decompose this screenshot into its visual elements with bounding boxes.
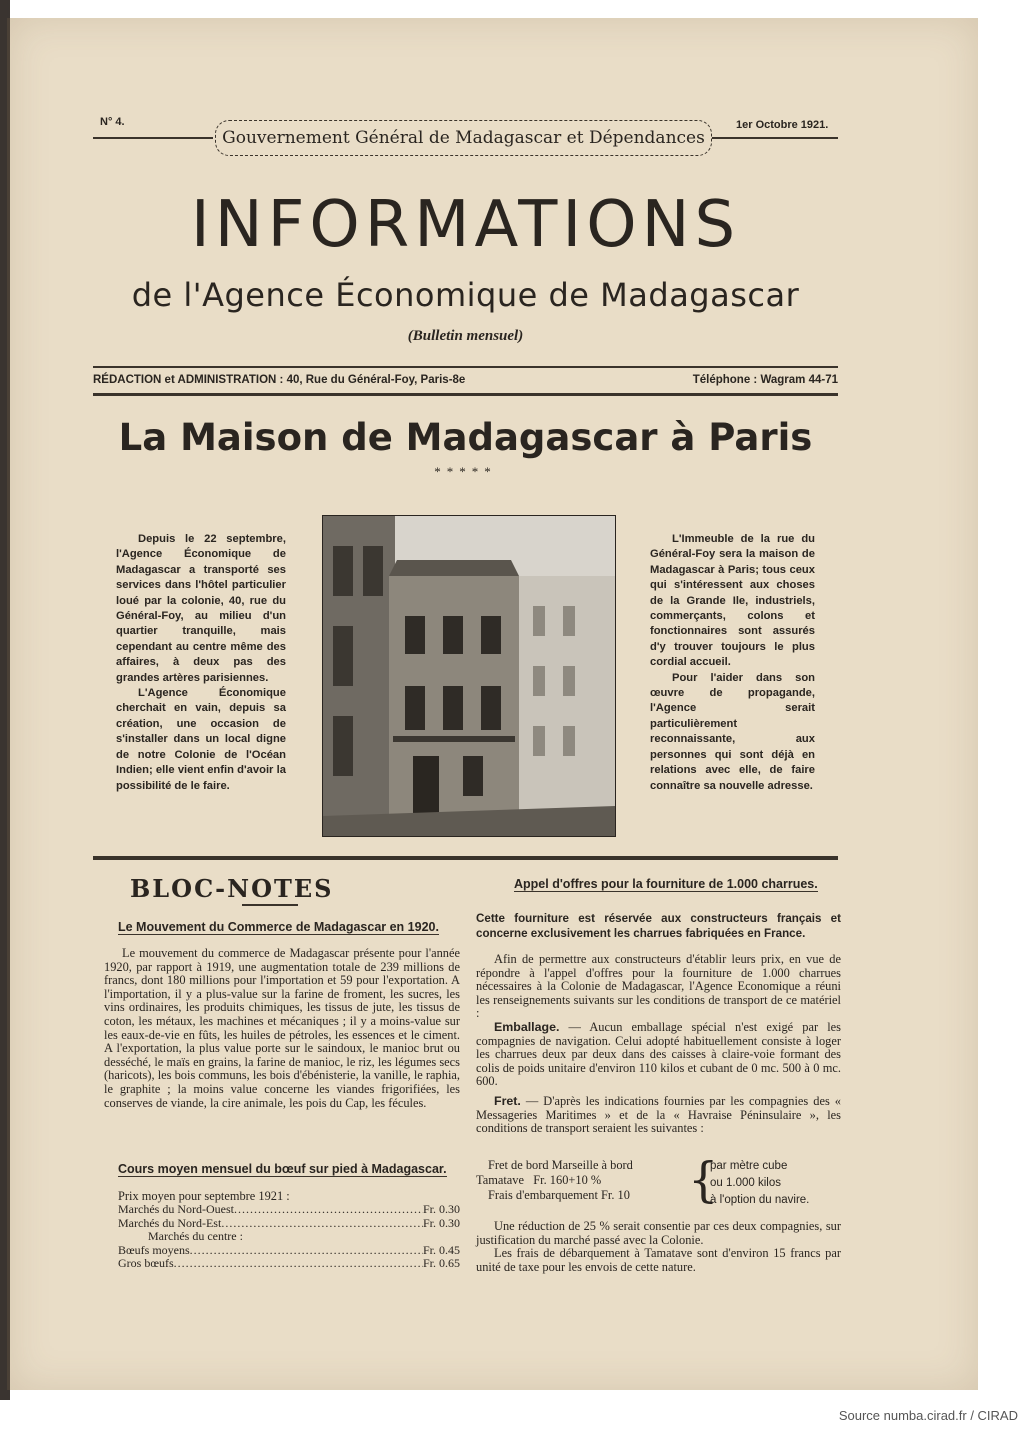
tender-paragraph: Afin de permettre aux constructeurs d'établir leurs prix, en vue de répondre à l'appel d'offres pour la fourniture de 1.000 charrues nécessaires à la Colonie de Madagascar, l'Agence Economique a réuni les renseignements suivants sur les conditions de transport de ce matériel : [476,952,841,1021]
fret-brace: { [688,1152,719,1208]
headline-ornament: ***** [434,464,497,479]
address-rule-bottom [93,393,838,396]
fret-label: Fret. [494,1093,521,1108]
commerce-article [104,947,460,1110]
tender-section-title: Appel d'offres pour la fourniture de 1.000 charrues. [514,877,818,891]
issue-number: N° 4. [100,116,125,128]
emballage-text: — Aucun emballage spécial n'est exigé par les compagnies de navigation. Celui adopté habituellement consiste à loger les charrues deux par deux dans des caisses à claire-voie formant des colis de poids unitaire d'environ 110 kilos et cubant de 0 mc. 500 à 0 mc. 600. [476,1019,841,1089]
price-row [118,1203,460,1217]
feature-right-paragraph: Pour l'aider dans son œuvre de propagande, l'Agence serait particulièrement reconnaissante, aux personnes qui sont déjà en relations avec elle, de faire connaître sa nouvelle adresse. [650,671,815,792]
header-rule-left [93,137,213,139]
tender-article [476,953,841,1136]
header-rule-right [712,137,838,139]
address-line: RÉDACTION et ADMINISTRATION : 40, Rue du Général-Foy, Paris-8e [93,374,466,386]
cattle-intro: Prix moyen pour septembre 1921 : [118,1189,290,1203]
fret-term: ou 1.000 kilos [710,1177,781,1189]
issue-date: 1er Octobre 1921. [736,119,829,131]
price-label: Bœufs moyens [118,1242,190,1257]
bulletin-label: (Bulletin mensuel) [407,328,524,344]
tender-lead: Cette fourniture est réservée aux constructeurs français et concerne exclusivement les charrues fabriquées en France. [476,912,841,940]
price-value: Fr. 0.30 [422,1202,460,1216]
price-value: Fr. 0.65 [422,1256,460,1271]
fret-term: à l'option du navire. [710,1194,810,1206]
source-credit: Source numba.cirad.fr / CIRAD [838,1408,1018,1423]
fret-line: Frais d'embarquement Fr. 10 [488,1188,630,1202]
fret-terms [710,1158,840,1209]
price-row [118,1257,460,1271]
fret-line: Tamatave Fr. 160+10 % [476,1173,602,1187]
feature-right-paragraph: L'Immeuble de la rue du Général-Foy sera la maison de Madagascar à Paris; tous ceux qui s'intéressent aux choses de la Grande Ile, industriels, commerçants, colons et fonctionnaires sont assurés d'y trouver toujours le plus cordial accueil. [650,533,815,669]
feature-left-column [116,532,286,794]
tender-closing [476,1220,841,1274]
feature-right-column [650,532,815,794]
reduction-text: Une réduction de 25 % serait consentie par ces deux compagnies, sur justification du marché passé avec la Colonie. [476,1219,841,1247]
cattle-price-list [118,1189,460,1271]
price-label: Marchés du Nord-Est [118,1215,222,1230]
page-title: INFORMATIONS [190,188,741,262]
commerce-section-title: Le Mouvement du Commerce de Madagascar en 1920. [118,920,439,934]
cattle-section-title: Cours moyen mensuel du bœuf sur pied à Madagascar. [118,1162,447,1176]
fret-paragraph [476,1095,841,1136]
building-photo-illustration [323,516,615,836]
fret-line: Fret de bord Marseille à bord [488,1158,633,1172]
price-row [118,1244,460,1258]
centre-markets-label: Marchés du centre : [148,1229,243,1244]
emballage-paragraph [476,1021,841,1089]
feature-headline: La Maison de Madagascar à Paris [118,416,813,459]
unloading-text: Les frais de débarquement à Tamatave sont d'environ 15 francs par unité de taxe pour les envois de cette nature. [476,1246,841,1274]
price-row [118,1217,460,1231]
feature-left-paragraph: Depuis le 22 septembre, l'Agence Économique de Madagascar a transporté ses services dans l'hôtel particulier loué par la colonie, 40, rue du Général-Foy, au milieu d'un quartier tranquille, mais cependant au centre même des affaires, à deux pas des grandes artères parisiennes. [116,533,286,684]
price-value: Fr. 0.45 [422,1242,460,1257]
page-subtitle: de l'Agence Économique de Madagascar [131,276,800,314]
price-label: Gros bœufs [118,1256,174,1271]
feature-left-paragraph: L'Agence Économique cherchait en vain, depuis sa création, une occasion de s'installer dans un local digne de notre Colonie de l'Océan Indien; elle vient enfin d'avoir la possibilité de le faire. [116,687,286,792]
fret-text: — D'après les indications fournies par les compagnies des « Messageries Maritimes » et de la « Havraise Péninsulaire », les conditions de transport seraient les suivantes : [476,1093,841,1136]
bloc-notes-underline [242,904,298,906]
address-rule-top [93,366,838,368]
section-divider [93,856,838,860]
emballage-label: Emballage. [494,1019,560,1034]
commerce-text: Le mouvement du commerce de Madagascar présente pour l'année 1920, par rapport à 1919, une augmentation totale de 239 millions de francs, dont 180 millions pour l'importation et 59 pour l'exportation. A l'importation, il y a plus-value sur la farine de froment, les sucres, les vins ordinaires, les produits chimiques, les tissus de jute, les tissus de coton, les métaux, les machines et mécaniques ; il y a moins-value sur les eaux-de-vie en fûts, les huiles de pétroles, les essences et le ciment. A l'exportation, la plus value porte sur le saindoux, le manioc brut ou desséché, le maïs en grains, la farine de manioc, le riz, les légumes secs (haricots), les bois communs, les bois d'ébénisterie, la vanille, le raphia, le graphite ; la moins value concerne les viandes frigorifiées, les conserves de viande, la cire animale, les pois du Cap, les fécules. [104,946,460,1110]
fret-term: par mètre cube [710,1160,788,1172]
price-label: Marchés du Nord-Ouest [118,1202,234,1216]
building-photo [322,515,616,837]
price-value: Fr. 0.30 [422,1215,460,1230]
fret-rates [476,1158,696,1203]
bloc-notes-title: BLOC-NOTES [130,874,334,903]
government-banner: Gouvernement Général de Madagascar et Dépendances [215,120,712,156]
phone-line: Téléphone : Wagram 44-71 [692,374,838,386]
